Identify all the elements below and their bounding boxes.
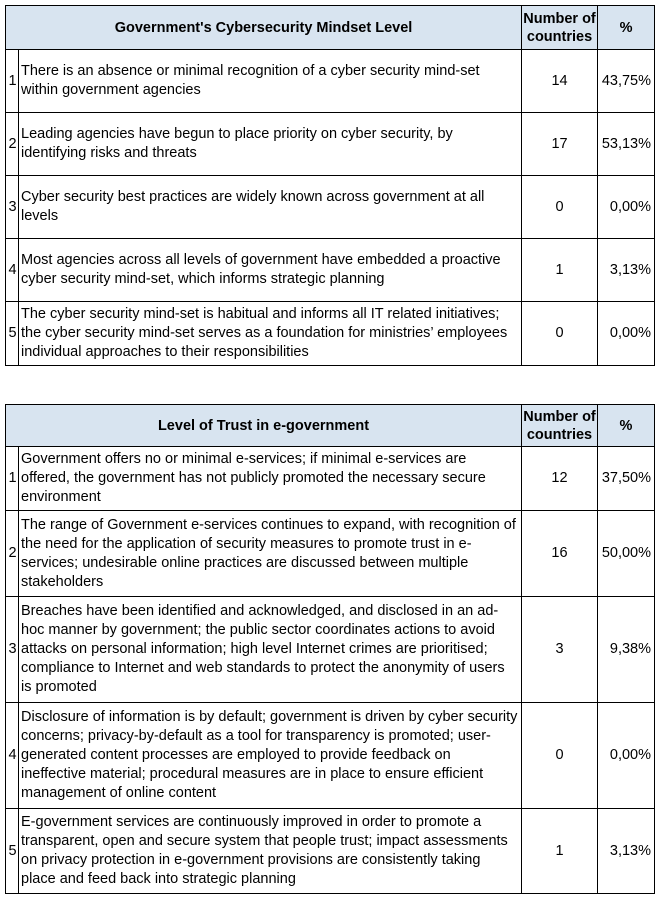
row-number: 2: [6, 113, 19, 176]
row-count: 17: [522, 113, 598, 176]
trust-in-egovernment-table: [5, 404, 655, 894]
row-percent: 9,38%: [598, 597, 655, 703]
table-row: [6, 239, 655, 302]
count-column-header: Number of countries: [522, 405, 598, 447]
row-number: 1: [6, 50, 19, 113]
percent-column-header: %: [598, 405, 655, 447]
row-description: Most agencies across all levels of government have embedded a proactive cyber security mind-set, which informs strategic planning: [19, 239, 522, 302]
row-description: Government offers no or minimal e-services; if minimal e-services are offered, the government has not publicly promoted the necessary secure environment: [19, 447, 522, 511]
row-percent: 3,13%: [598, 239, 655, 302]
row-percent: 37,50%: [598, 447, 655, 511]
row-count: 0: [522, 176, 598, 239]
row-number: 5: [6, 302, 19, 366]
table-row: [6, 176, 655, 239]
table-row: [6, 447, 655, 511]
row-percent: 50,00%: [598, 511, 655, 597]
table-row: [6, 703, 655, 809]
row-count: 3: [522, 597, 598, 703]
row-description: The range of Government e-services continues to expand, with recognition of the need for the application of security measures to promote trust in e-services; undesirable online practices are discussed between multiple stakeholders: [19, 511, 522, 597]
row-percent: 53,13%: [598, 113, 655, 176]
row-number: 3: [6, 176, 19, 239]
row-count: 12: [522, 447, 598, 511]
table-row: [6, 511, 655, 597]
row-count: 0: [522, 703, 598, 809]
table-header-row: [6, 405, 655, 447]
row-number: 1: [6, 447, 19, 511]
table-row: [6, 597, 655, 703]
row-count: 0: [522, 302, 598, 366]
row-count: 1: [522, 239, 598, 302]
row-count: 1: [522, 809, 598, 894]
percent-column-header: %: [598, 6, 655, 50]
row-number: 4: [6, 703, 19, 809]
row-number: 5: [6, 809, 19, 894]
table-title: Level of Trust in e-government: [6, 405, 522, 447]
cybersecurity-mindset-table: [5, 5, 655, 366]
row-description: Breaches have been identified and acknowledged, and disclosed in an ad-hoc manner by government; the public sector coordinates actions to avoid attacks on personal information; high level Internet crimes are prioritised; compliance to Internet and web standards to protect the anonymity of users is promoted: [19, 597, 522, 703]
table-row: [6, 113, 655, 176]
table-title: Government's Cybersecurity Mindset Level: [6, 6, 522, 50]
row-description: Leading agencies have begun to place priority on cyber security, by identifying risks and threats: [19, 113, 522, 176]
row-description: Disclosure of information is by default; government is driven by cyber security concerns; privacy-by-default as a tool for transparency is promoted; user-generated content processes are employed to provide feedback on ineffective material; procedural measures are in place to ensure efficient management of online content: [19, 703, 522, 809]
row-percent: 43,75%: [598, 50, 655, 113]
row-description: Cyber security best practices are widely known across government at all levels: [19, 176, 522, 239]
row-description: There is an absence or minimal recognition of a cyber security mind-set within government agencies: [19, 50, 522, 113]
row-count: 16: [522, 511, 598, 597]
row-number: 3: [6, 597, 19, 703]
count-column-header: Number of countries: [522, 6, 598, 50]
table-row: [6, 809, 655, 894]
row-percent: 0,00%: [598, 302, 655, 366]
row-percent: 0,00%: [598, 176, 655, 239]
row-percent: 0,00%: [598, 703, 655, 809]
row-description: E-government services are continuously improved in order to promote a transparent, open and secure system that people trust; impact assessments on privacy protection in e-government provisions are consistently taking place and feed back into strategic planning: [19, 809, 522, 894]
table-row: [6, 50, 655, 113]
row-description: The cyber security mind-set is habitual and informs all IT related initiatives; the cyber security mind-set serves as a foundation for ministries’ employees individual approaches to their responsibilities: [19, 302, 522, 366]
row-number: 4: [6, 239, 19, 302]
row-number: 2: [6, 511, 19, 597]
row-percent: 3,13%: [598, 809, 655, 894]
table-header-row: [6, 6, 655, 50]
row-count: 14: [522, 50, 598, 113]
table-row: [6, 302, 655, 366]
